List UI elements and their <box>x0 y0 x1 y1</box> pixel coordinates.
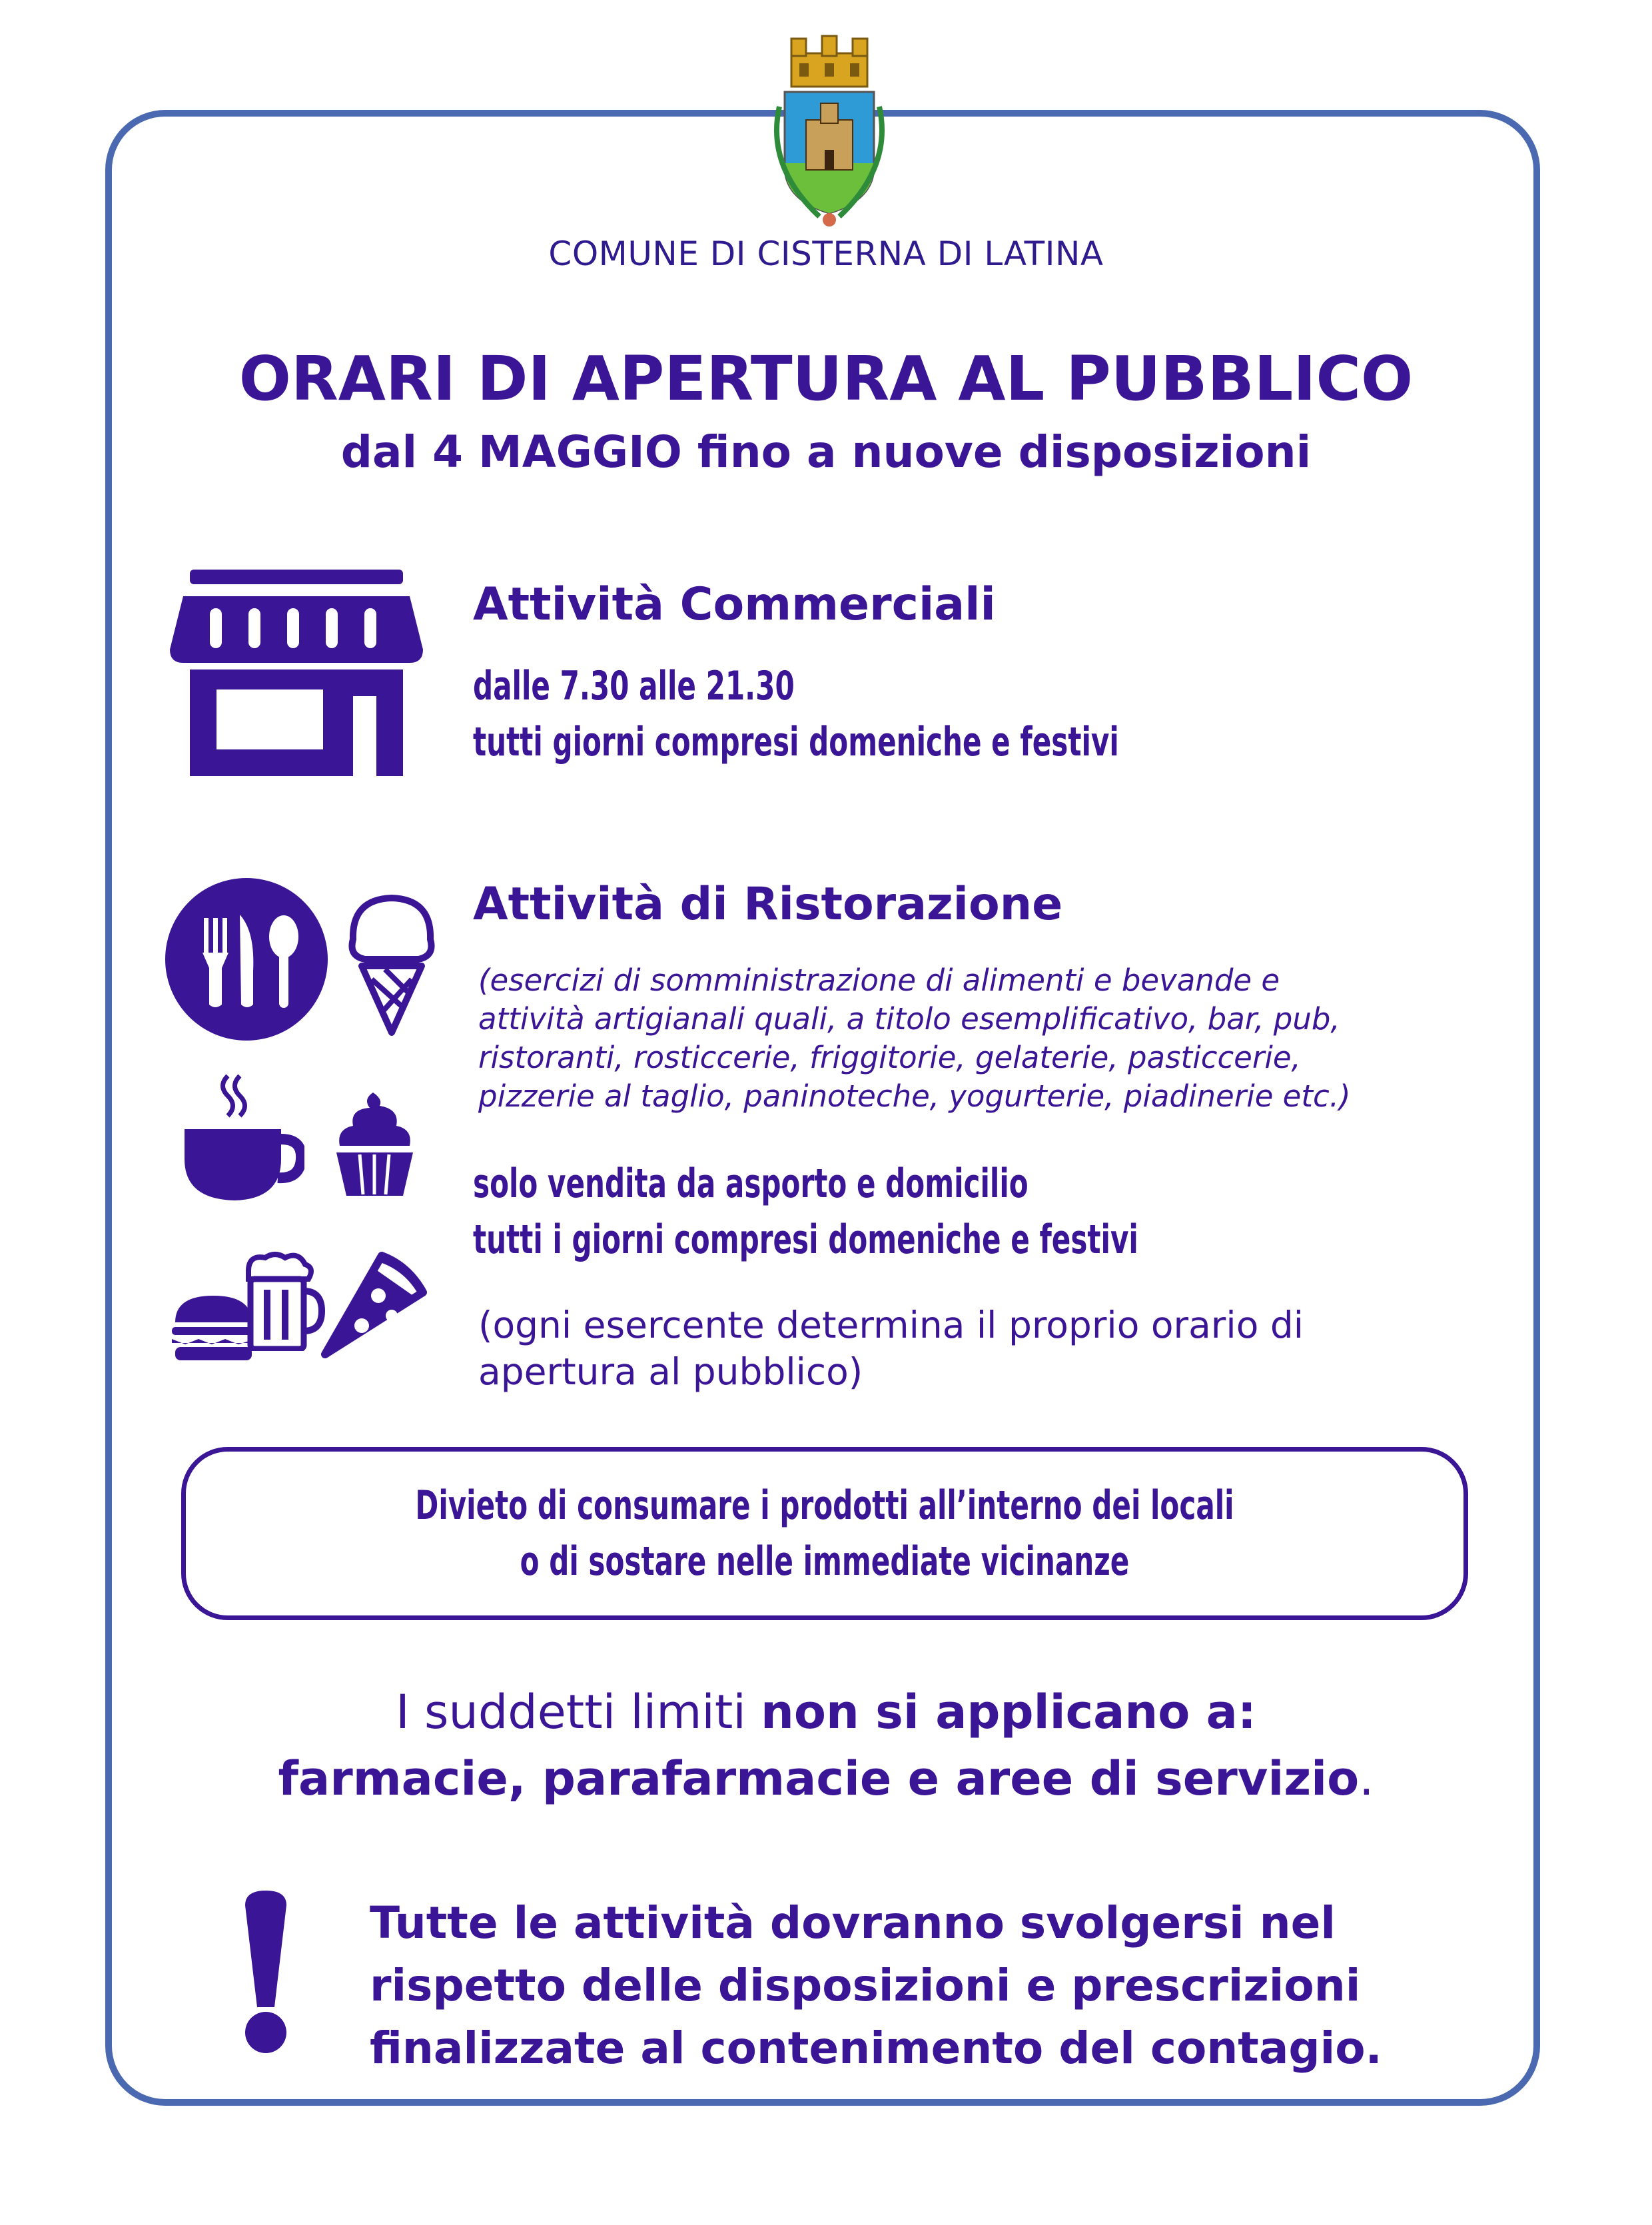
ristorazione-desc-3: ristoranti, rosticcerie, friggitorie, gelaterie, pasticcerie, <box>478 1040 1301 1075</box>
coffee-cup-icon <box>181 1073 304 1202</box>
limits-bold-1: non si applicano a: <box>761 1685 1256 1739</box>
final-line-3: finalizzate al contenimento del contagio. <box>370 2022 1382 2074</box>
burger-icon <box>172 1292 255 1362</box>
comune-name: COMUNE DI CISTERNA DI LATINA <box>548 234 1104 273</box>
exclamation-icon <box>240 1891 292 2054</box>
final-line-1: Tutte le attività dovranno svolgersi nel <box>370 1897 1336 1949</box>
ristorazione-desc-2: attività artigianali quali, a titolo esemplificativo, bar, pub, <box>478 1001 1340 1037</box>
limits-prefix: I suddetti limiti <box>396 1685 761 1739</box>
pizza-slice-icon <box>315 1249 428 1359</box>
limits-suffix: . <box>1359 1751 1374 1806</box>
commerciali-heading: Attività Commerciali <box>473 578 996 631</box>
page-subtitle: dal 4 MAGGIO fino a nuove disposizioni <box>340 426 1312 478</box>
ristorazione-heading: Attività di Ristorazione <box>473 878 1063 931</box>
cutlery-icon <box>165 878 328 1041</box>
limits-bold-2: farmacie, parafarmacie e aree di servizio <box>278 1751 1360 1806</box>
divieto-line-2: o di sostare nelle immediate vicinanze <box>520 1538 1130 1585</box>
page-title: ORARI DI APERTURA AL PUBBLICO <box>238 343 1414 414</box>
coat-of-arms-icon <box>759 33 899 233</box>
final-line-2: rispetto delle disposizioni e prescrizioni <box>370 1960 1361 2011</box>
ristorazione-note-1: (ogni esercente determina il proprio orario di <box>478 1304 1304 1346</box>
commerciali-hours: dalle 7.30 alle 21.30 <box>473 663 795 709</box>
ice-cream-icon <box>345 893 438 1036</box>
ristorazione-desc-4: pizzerie al taglio, paninoteche, yogurterie, piadinerie etc.) <box>478 1079 1351 1114</box>
storefront-icon <box>170 570 423 776</box>
cupcake-icon <box>333 1089 416 1199</box>
ristorazione-rule-1: solo vendita da asporto e domicilio <box>473 1160 1029 1207</box>
beer-mug-icon <box>245 1251 325 1351</box>
ristorazione-desc-1: (esercizi di somministrazione di alimenti e bevande e <box>478 963 1280 998</box>
final-notice <box>370 1892 1382 2080</box>
ristorazione-note-2: apertura al pubblico) <box>478 1350 863 1393</box>
divieto-box <box>181 1447 1468 1620</box>
divieto-line-1: Divieto di consumare i prodotti all’interno dei locali <box>415 1482 1234 1529</box>
ristorazione-rule-2: tutti i giorni compresi domeniche e festivi <box>473 1216 1138 1263</box>
commerciali-days: tutti giorni compresi domeniche e festivi <box>473 719 1119 765</box>
limits-notice <box>0 1679 1652 1812</box>
